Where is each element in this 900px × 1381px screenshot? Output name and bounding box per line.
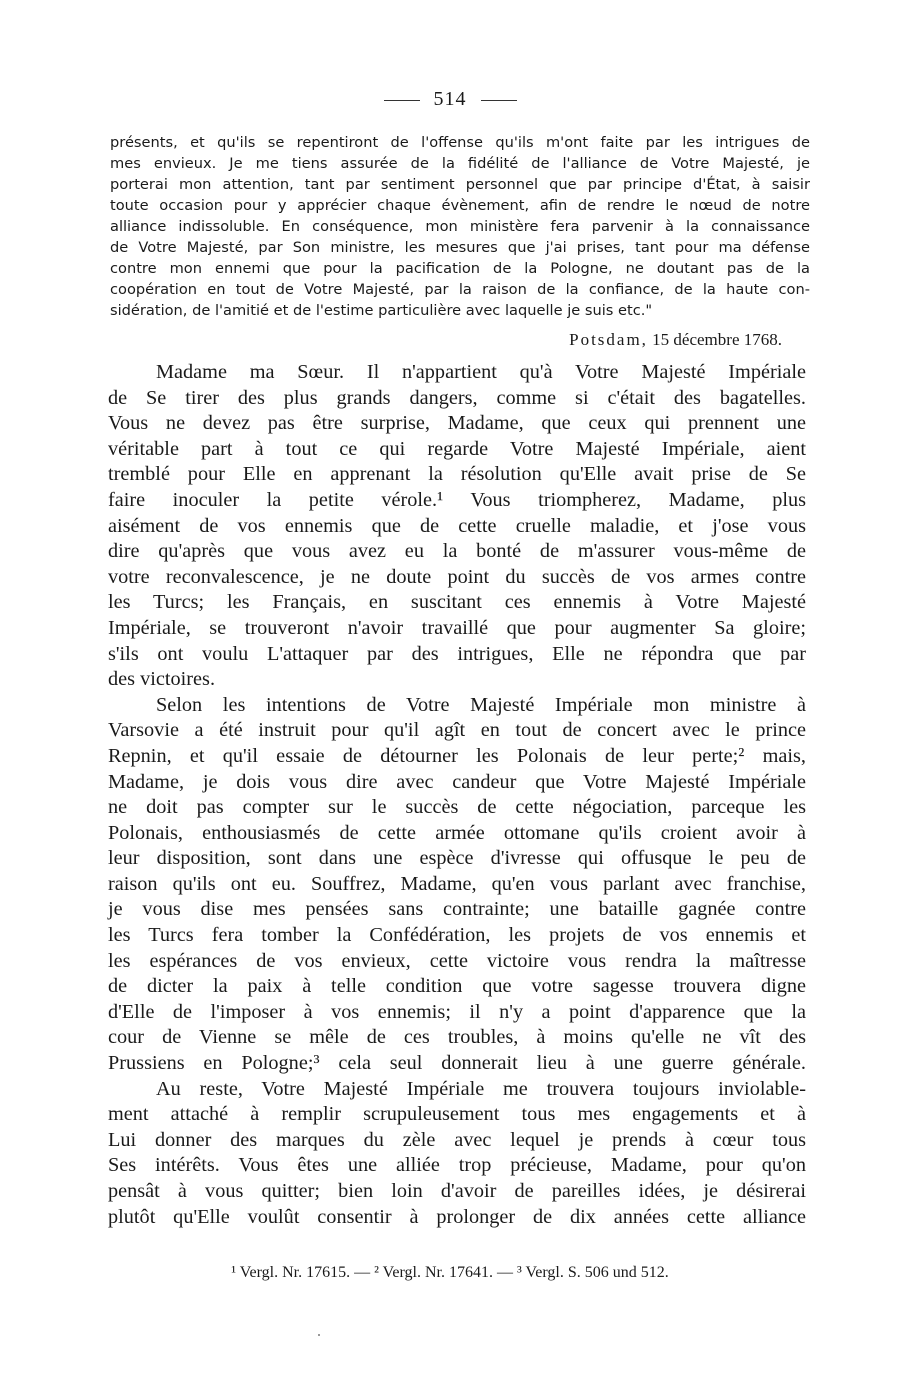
body-line: aisément de vos ennemis que de cette cruelle maladie, et j'ose vous xyxy=(108,514,806,537)
header-dash-right xyxy=(481,100,517,101)
body-line: Varsovie a été instruit pour qu'il agît en tout de concert avec le prince xyxy=(108,719,806,742)
body-line: ne doit pas compter sur le succès de cette négociation, parceque les xyxy=(108,796,806,819)
quote-line: sidération, de l'amitié et de l'estime particulière avec laquelle je suis etc." xyxy=(110,302,653,319)
quote-line: mes envieux. Je me tiens assurée de la fidélité de l'alliance de Votre Majesté, je xyxy=(110,155,810,172)
body-line: véritable part à tout ce qui regarde Votre Majesté Impériale, aient xyxy=(108,437,806,460)
body-line: Ses intérêts. Vous êtes une alliée trop précieuse, Madame, pour qu'on xyxy=(108,1154,806,1177)
page-number: 514 xyxy=(433,88,467,110)
body-line: votre reconvalescence, je ne doute point du succès de vos armes contre xyxy=(108,565,806,588)
body-line: les Turcs fera tomber la Confédération, les projets de vos ennemis et xyxy=(108,924,806,947)
body-line: Impériale, se trouveront n'avoir travaillé que pour augmenter Sa gloire; xyxy=(108,616,806,639)
body-line: Lui donner des marques du zèle avec lequel je prends à cœur tous xyxy=(108,1128,806,1151)
quote-line: contre mon ennemi que pour la pacification de la Pologne, ne doutant pas de la xyxy=(110,260,810,277)
body-line: tremblé pour Elle en apprenant la résolution qu'Elle avait prise de Se xyxy=(108,463,806,486)
header-dash-left xyxy=(384,100,420,101)
quoted-letter-excerpt xyxy=(110,132,810,321)
scan-speck xyxy=(318,1334,320,1336)
body-line: faire inoculer la petite vérole.¹ Vous triompherez, Madame, plus xyxy=(108,488,806,511)
body-line: cour de Vienne se mêle de ces troubles, à moins qu'elle ne vît des xyxy=(108,1026,806,1049)
body-line: je vous dise mes pensées sans contrainte; une bataille gagnée contre xyxy=(108,898,806,921)
footnotes: ¹ Vergl. Nr. 17615. — ² Vergl. Nr. 17641. — ³ Vergl. S. 506 und 512. xyxy=(231,1264,669,1281)
dateline xyxy=(569,330,782,350)
body-line: des victoires. xyxy=(108,668,216,691)
quote-line: toute occasion pour y apprécier chaque évènement, afin de rendre le nœud de notre xyxy=(110,197,810,214)
body-line: pensât à vous quitter; bien loin d'avoir de pareilles idées, je désirerai xyxy=(108,1180,806,1202)
letter-body xyxy=(108,360,806,1230)
body-line: Au reste, Votre Majesté Impériale me trouvera toujours inviolable- xyxy=(156,1077,806,1100)
dateline-date: 15 décembre 1768. xyxy=(652,330,782,349)
dateline-place: Potsdam, xyxy=(569,330,648,349)
body-line: plutôt qu'Elle voulût consentir à prolonger de dix années cette alliance xyxy=(108,1205,806,1228)
body-line: Madame ma Sœur. Il n'appartient qu'à Votre Majesté Impériale xyxy=(156,361,806,383)
body-line: d'Elle de l'imposer à vos ennemis; il n'y a point d'apparence que la xyxy=(108,1000,806,1023)
body-line: Prussiens en Pologne;³ cela seul donnerait lieu à une guerre générale. xyxy=(108,1052,806,1075)
body-line: s'ils ont voulu L'attaquer par des intrigues, Elle ne répondra que par xyxy=(108,642,806,665)
body-line: leur disposition, sont dans une espèce d'ivresse qui offusque le peu de xyxy=(108,847,806,870)
quote-line: coopération en tout de Votre Majesté, par la raison de la confiance, de la haute con- xyxy=(110,281,810,298)
quote-line: porterai mon attention, tant par sentiment personnel que par principe d'État, à saisir xyxy=(110,176,810,193)
body-line: les Turcs; les Français, en suscitant ces ennemis à Votre Majesté xyxy=(108,591,806,614)
body-line: dire qu'après que vous avez eu la bonté de m'assurer vous-même de xyxy=(108,540,806,563)
body-line: Polonais, enthousiasmés de cette armée ottomane qu'ils croient avoir à xyxy=(108,821,806,844)
body-line: Selon les intentions de Votre Majesté Impériale mon ministre à xyxy=(156,693,806,716)
body-line: de dicter la paix à telle condition que votre sagesse trouvera digne xyxy=(108,975,806,998)
page-header xyxy=(0,88,900,111)
quote-line: de Votre Majesté, par Son ministre, les mesures que j'ai prises, tant pour ma défense xyxy=(110,239,810,256)
body-line: Vous ne devez pas être surprise, Madame, que ceux qui prennent une xyxy=(108,412,806,435)
body-line: raison qu'ils ont eu. Souffrez, Madame, qu'en vous parlant avec franchise, xyxy=(108,872,806,895)
body-line: les espérances de vos envieux, cette victoire vous rendra la maîtresse xyxy=(108,949,806,972)
quote-line: présents, et qu'ils se repentiront de l'offense qu'ils m'ont faite par les intrigues de xyxy=(110,134,810,151)
body-line: de Se tirer des plus grands dangers, comme si c'était des bagatelles. xyxy=(108,386,806,409)
body-line: Madame, je dois vous dire avec candeur que Votre Majesté Impériale xyxy=(108,770,806,793)
body-line: ment attaché à remplir scrupuleusement tous mes engagements et à xyxy=(108,1103,806,1126)
body-line: Repnin, et qu'il essaie de détourner les Polonais de leur perte;² mais, xyxy=(108,744,806,767)
quote-line: alliance indissoluble. En conséquence, mon ministère fera parvenir à la connaissance xyxy=(110,218,810,235)
